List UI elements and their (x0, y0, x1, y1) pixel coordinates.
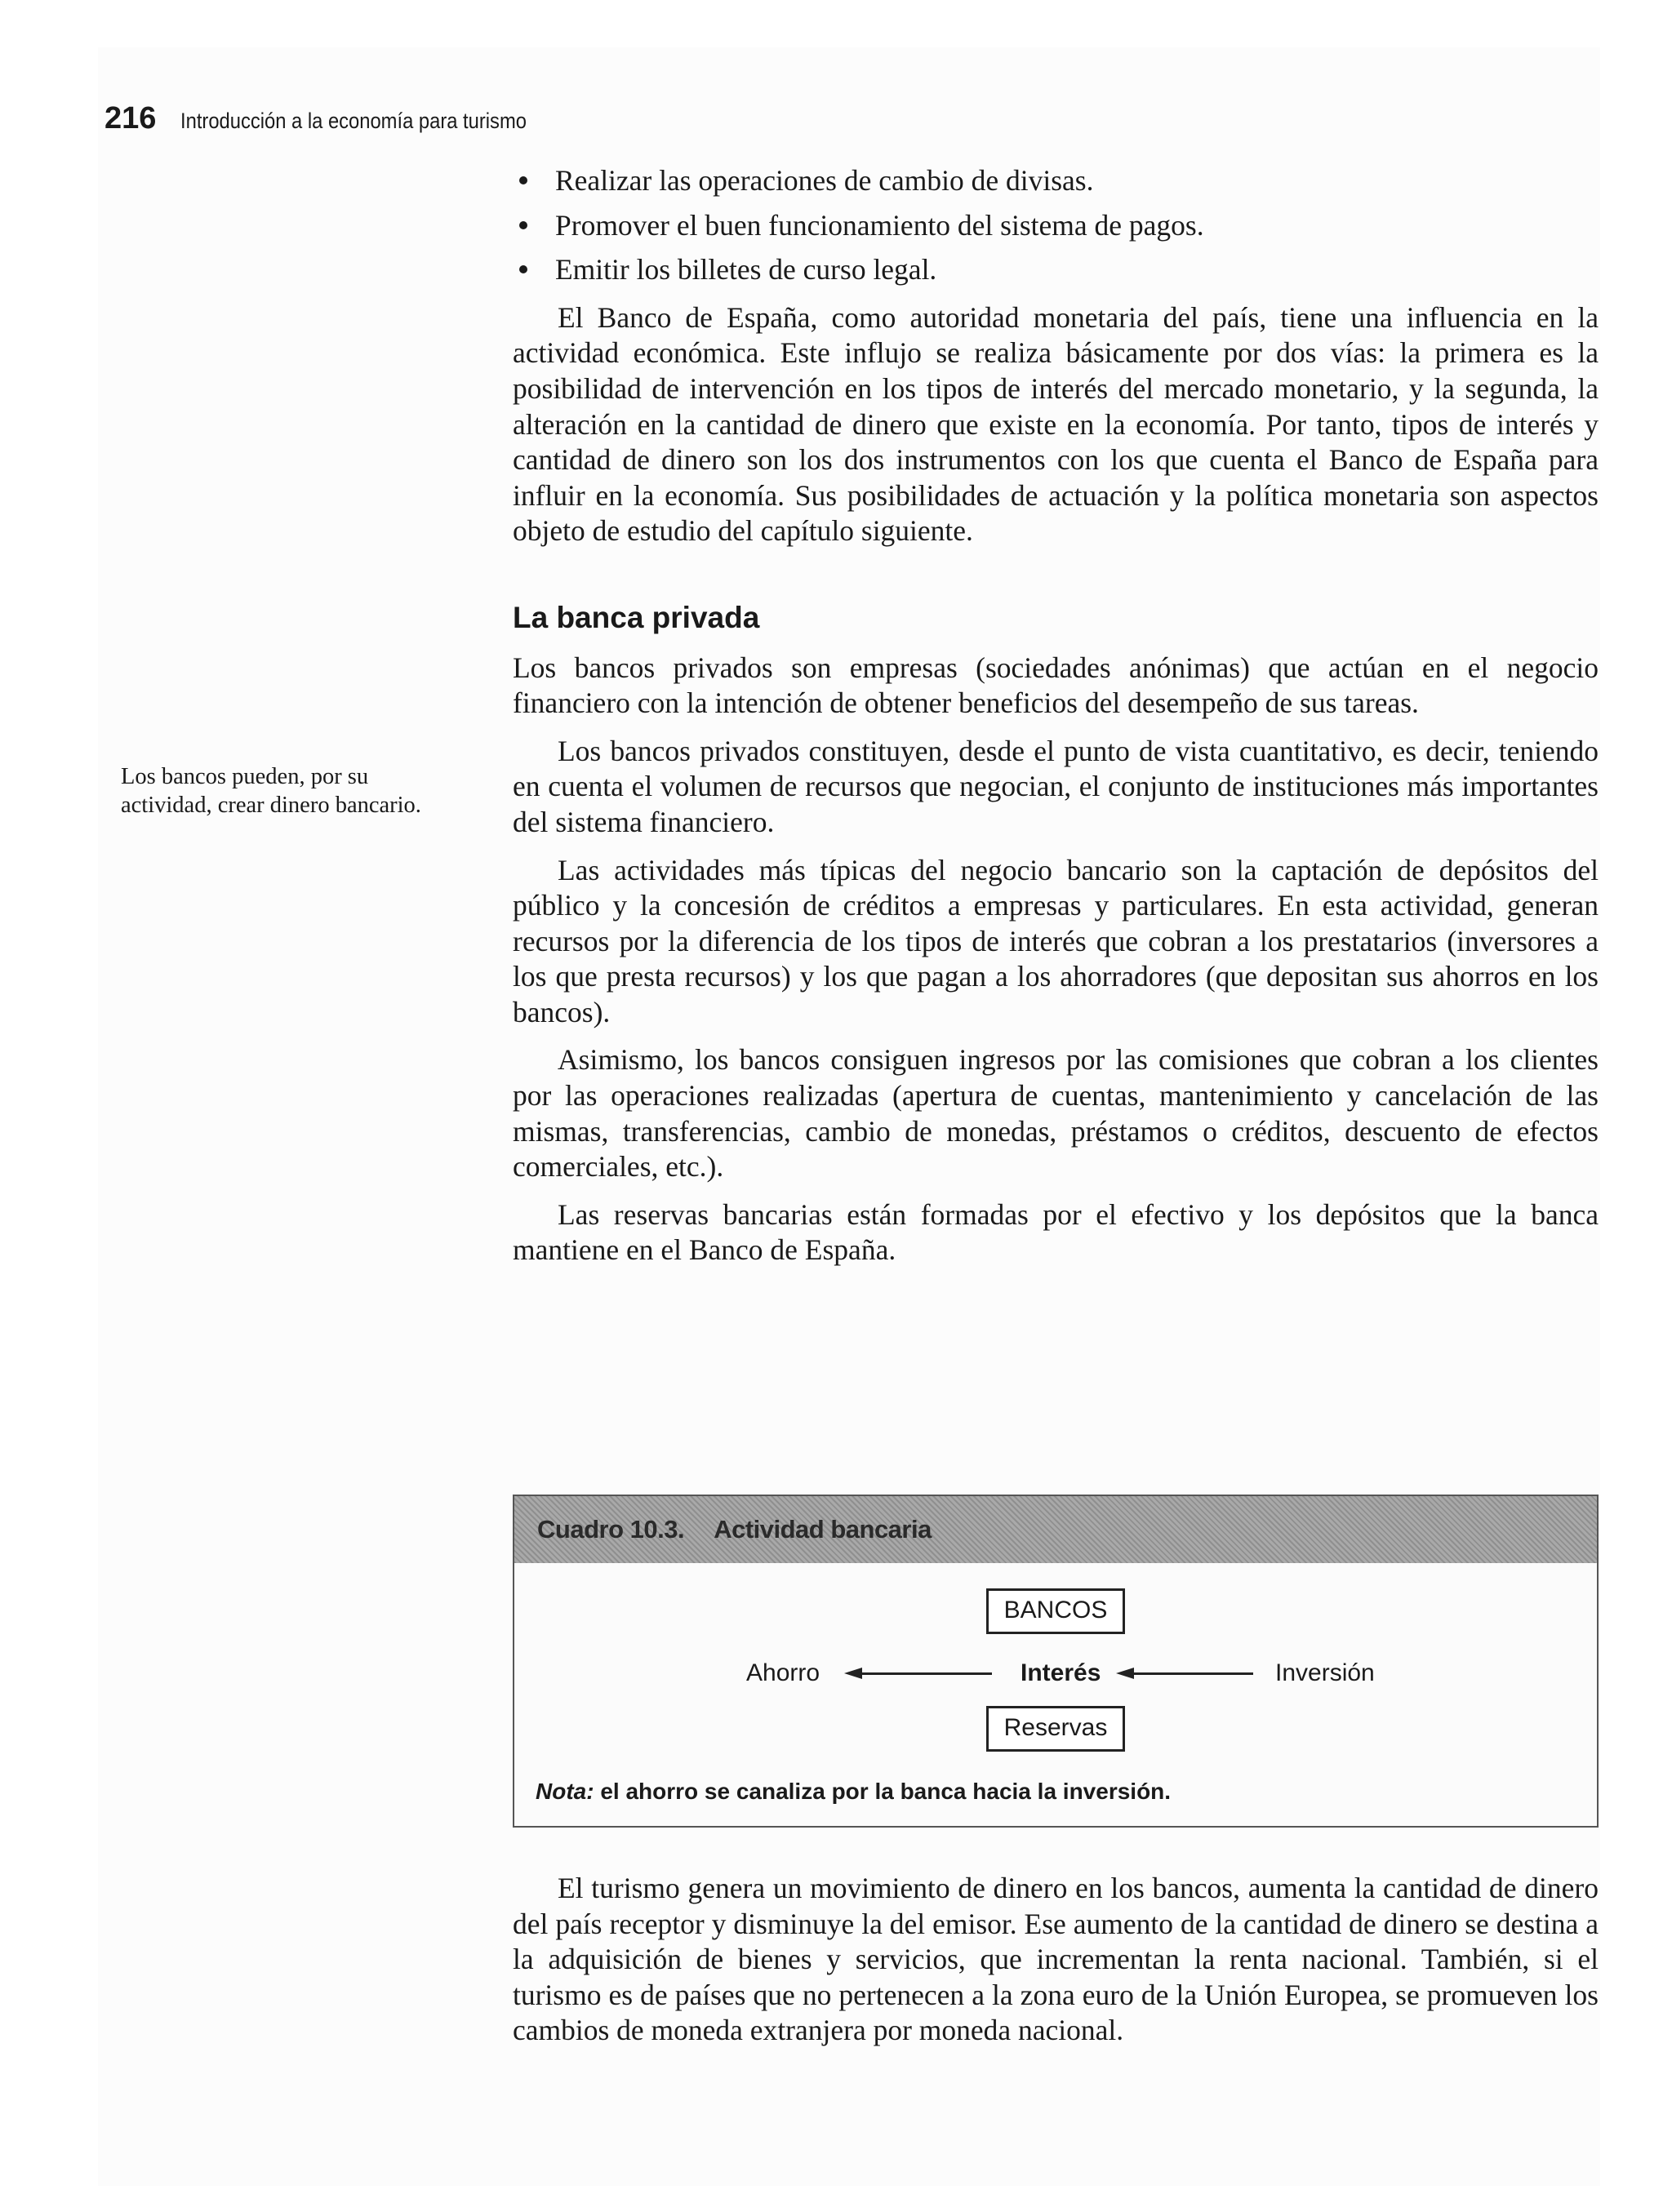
main-text-column (513, 163, 1599, 1268)
note-text: el ahorro se canaliza por la banca hacia la inversión. (594, 1779, 1172, 1804)
cuadro-title-bar (514, 1496, 1597, 1563)
bancos-label: BANCOS (1003, 1597, 1108, 1623)
arrow-inversion-to-interes (1129, 1672, 1253, 1675)
running-header (104, 101, 574, 150)
reservas-box (986, 1706, 1125, 1752)
note-label: Nota: (536, 1779, 594, 1804)
inversion-label: Inversión (1275, 1659, 1375, 1686)
paragraph: Los bancos privados constituyen, desde el punto de vista cuantitativo, es decir, teniendo en cuenta el volumen de recursos que negocian, el conjunto de instituciones más importantes del sistema financiero. (513, 734, 1599, 838)
reservas-label: Reservas (1003, 1714, 1108, 1741)
paragraph: Las reservas bancarias están formadas por el efectivo y los depósitos que la banca mantiene en el Banco de España. (513, 1197, 1599, 1267)
page-number: 216 (104, 101, 157, 135)
interes-label: Interés (1021, 1659, 1101, 1686)
margin-note: Los bancos pueden, por su actividad, crear dinero bancario. (121, 764, 421, 818)
list-item: Promover el buen funcionamiento del sistema de pagos. (513, 208, 1599, 244)
paragraph: El turismo genera un movimiento de dinero en los bancos, aumenta la cantidad de dinero del país receptor y disminuye la del emisor. Ese aumento de la cantidad de dinero se destina a la adquisición de bienes y servicios, que incrementan la renta nacional. También, si el turismo es de países que no pertenecen a la zona euro de la Unión Europea, se promueven los cambios de moneda extranjera por moneda nacional. (513, 1872, 1599, 2047)
bottom-text-column (513, 1871, 1599, 2049)
list-item: Realizar las operaciones de cambio de divisas. (513, 163, 1599, 199)
cuadro-title: Actividad bancaria (714, 1515, 932, 1544)
paragraph: Los bancos privados son empresas (sociedades anónimas) que actúan en el negocio financiero con la intención de obtener beneficios del desempeño de sus tareas. (513, 651, 1599, 720)
ahorro-label: Ahorro (746, 1659, 820, 1686)
cuadro-note (536, 1779, 1171, 1805)
list-item: Emitir los billetes de curso legal. (513, 252, 1599, 288)
cuadro-actividad-bancaria (513, 1495, 1599, 1828)
arrow-interes-to-ahorro (857, 1672, 992, 1675)
paragraph: Asimismo, los bancos consiguen ingresos por las comisiones que cobran a los clientes por las operaciones realizadas (apertura de cuentas, mantenimiento y cancelación de las mismas, transferencias, cambio de monedas, préstamos o créditos, descuento de efectos comerciales, etc.). (513, 1043, 1599, 1184)
paragraph: El Banco de España, como autoridad monetaria del país, tiene una influencia en la actividad económica. Este influjo se realiza básicamente por dos vías: la primera es la posibilidad de intervención en los tipos de interés del mercado monetario, y la segunda, la alteración en la cantidad de dinero que existe en la economía. Por tanto, tipos de interés y cantidad de dinero son los dos instrumentos con los que cuenta el Banco de España para influir en la economía. Sus posibilidades de actuación y la política monetaria son aspectos objeto de estudio del capítulo siguiente. (513, 300, 1599, 548)
bancos-box (986, 1588, 1125, 1634)
bullet-list (513, 163, 1599, 288)
running-title: Introducción a la economía para turismo (180, 109, 527, 133)
cuadro-number: Cuadro 10.3. (537, 1515, 685, 1544)
paragraph: Las actividades más típicas del negocio bancario son la captación de depósitos del público y la concesión de créditos a empresas y particulares. En esta actividad, generan recursos por la diferencia de los tipos de interés que cobran a los prestatarios (inversores a los que presta recursos) y los que pagan a los ahorradores (que depositan sus ahorros en los bancos). (513, 853, 1599, 1028)
section-heading: La banca privada (513, 600, 760, 634)
